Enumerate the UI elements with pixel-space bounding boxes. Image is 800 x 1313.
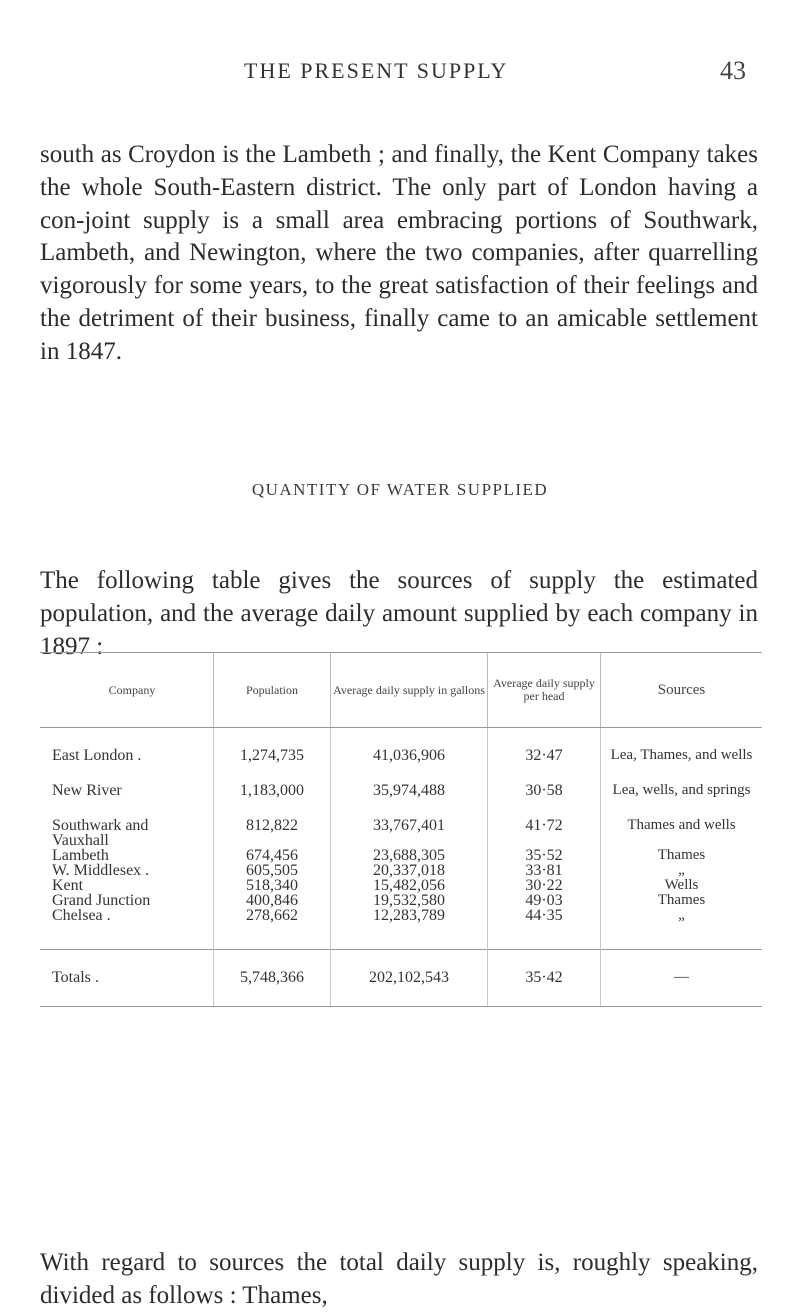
cell-company: W. Middlesex . [52,862,150,879]
cell-sources: Lea, wells, and springs [601,763,763,798]
cell-gallons: 35,974,488 [331,763,488,798]
table-row [40,908,762,923]
cell-sources: Thames [601,848,763,863]
cell-per-head: 32·47 [488,728,601,764]
cell-population: 812,822 [214,798,331,848]
table-row [40,863,762,878]
cell-per-head: 33·81 [488,863,601,878]
cell-per-head: 44·35 [488,908,601,923]
cell-population: 674,456 [214,848,331,863]
cell-per-head: 30·22 [488,878,601,893]
cell-population: 605,505 [214,863,331,878]
cell-gallons: 41,036,906 [331,728,488,764]
cell-gallons: 33,767,401 [331,798,488,848]
table-row [40,848,762,863]
paragraph-sources: With regard to sources the total daily supply is, roughly speaking, divided as follows : Thames, [40,1249,758,1309]
cell-per-head: 35·52 [488,848,601,863]
cell-population: 518,340 [214,878,331,893]
cell-sources: Thames and wells [601,798,763,848]
table-row [40,798,762,848]
cell-company: Lambeth [52,847,109,864]
table-header-row [40,653,762,728]
cell-gallons: 23,688,305 [331,848,488,863]
header-gallons: Average daily supply in gallons [331,653,488,728]
cell-population: 1,274,735 [214,728,331,764]
paragraph-table-intro: The following table gives the sources of supply the estimated population, and the average daily amount supplied by each company in 1897 : [40,567,758,660]
cell-per-head: 30·58 [488,763,601,798]
table-row [40,878,762,893]
paragraph-intro: south as Croydon is the Lambeth ; and finally, the Kent Company takes the whole South-Eastern district. The only part of London having a con-joint supply is a small area embracing portions of Southwark, Lambeth, and Newington, where the two companies, after quarrelling vigorously for some years, to the great satisfaction of their feelings and the detriment of their business, finally came to an amicable settlement in 1847. [40,141,758,365]
section-heading: QUANTITY OF WATER SUPPLIED [251,480,549,499]
cell-gallons: 12,283,789 [331,908,488,923]
running-head: THE PRESENT SUPPLY [244,58,509,83]
table-row [40,893,762,908]
header-population: Population [214,653,331,728]
table-row [40,763,762,798]
table-spacer-row [40,923,762,949]
cell-population: 1,183,000 [214,763,331,798]
header-per-head: Average daily supply per head [488,653,601,728]
cell-sources: Thames [601,893,763,908]
table-totals-row [40,949,762,1006]
cell-population: 400,846 [214,893,331,908]
header-company: Company [40,653,214,728]
cell-company: New River [52,782,122,799]
cell-company: Kent [52,877,84,894]
cell-company: East London . [52,747,142,764]
page-number: 43 [720,56,746,85]
cell-sources: „ [601,863,763,878]
cell-per-head: 49·03 [488,893,601,908]
totals-population: 5,748,366 [214,949,331,1006]
cell-gallons: 15,482,056 [331,878,488,893]
cell-sources: Wells [601,878,763,893]
page-header [0,58,800,98]
cell-gallons: 19,532,580 [331,893,488,908]
header-sources: Sources [601,653,763,728]
totals-sources: — [601,949,763,1006]
totals-label: Totals . [40,949,214,1006]
cell-sources: Lea, Thames, and wells [601,728,763,764]
cell-sources: „ [601,908,763,923]
cell-company: Chelsea . [52,907,111,924]
totals-gallons: 202,102,543 [331,949,488,1006]
totals-per-head: 35·42 [488,949,601,1006]
cell-population: 278,662 [214,908,331,923]
cell-company: Grand Junction [52,892,151,909]
cell-gallons: 20,337,018 [331,863,488,878]
table-row [40,728,762,764]
water-supply-table [40,652,762,1170]
cell-per-head: 41·72 [488,798,601,848]
cell-company: Southwark and Vauxhall [52,817,149,849]
